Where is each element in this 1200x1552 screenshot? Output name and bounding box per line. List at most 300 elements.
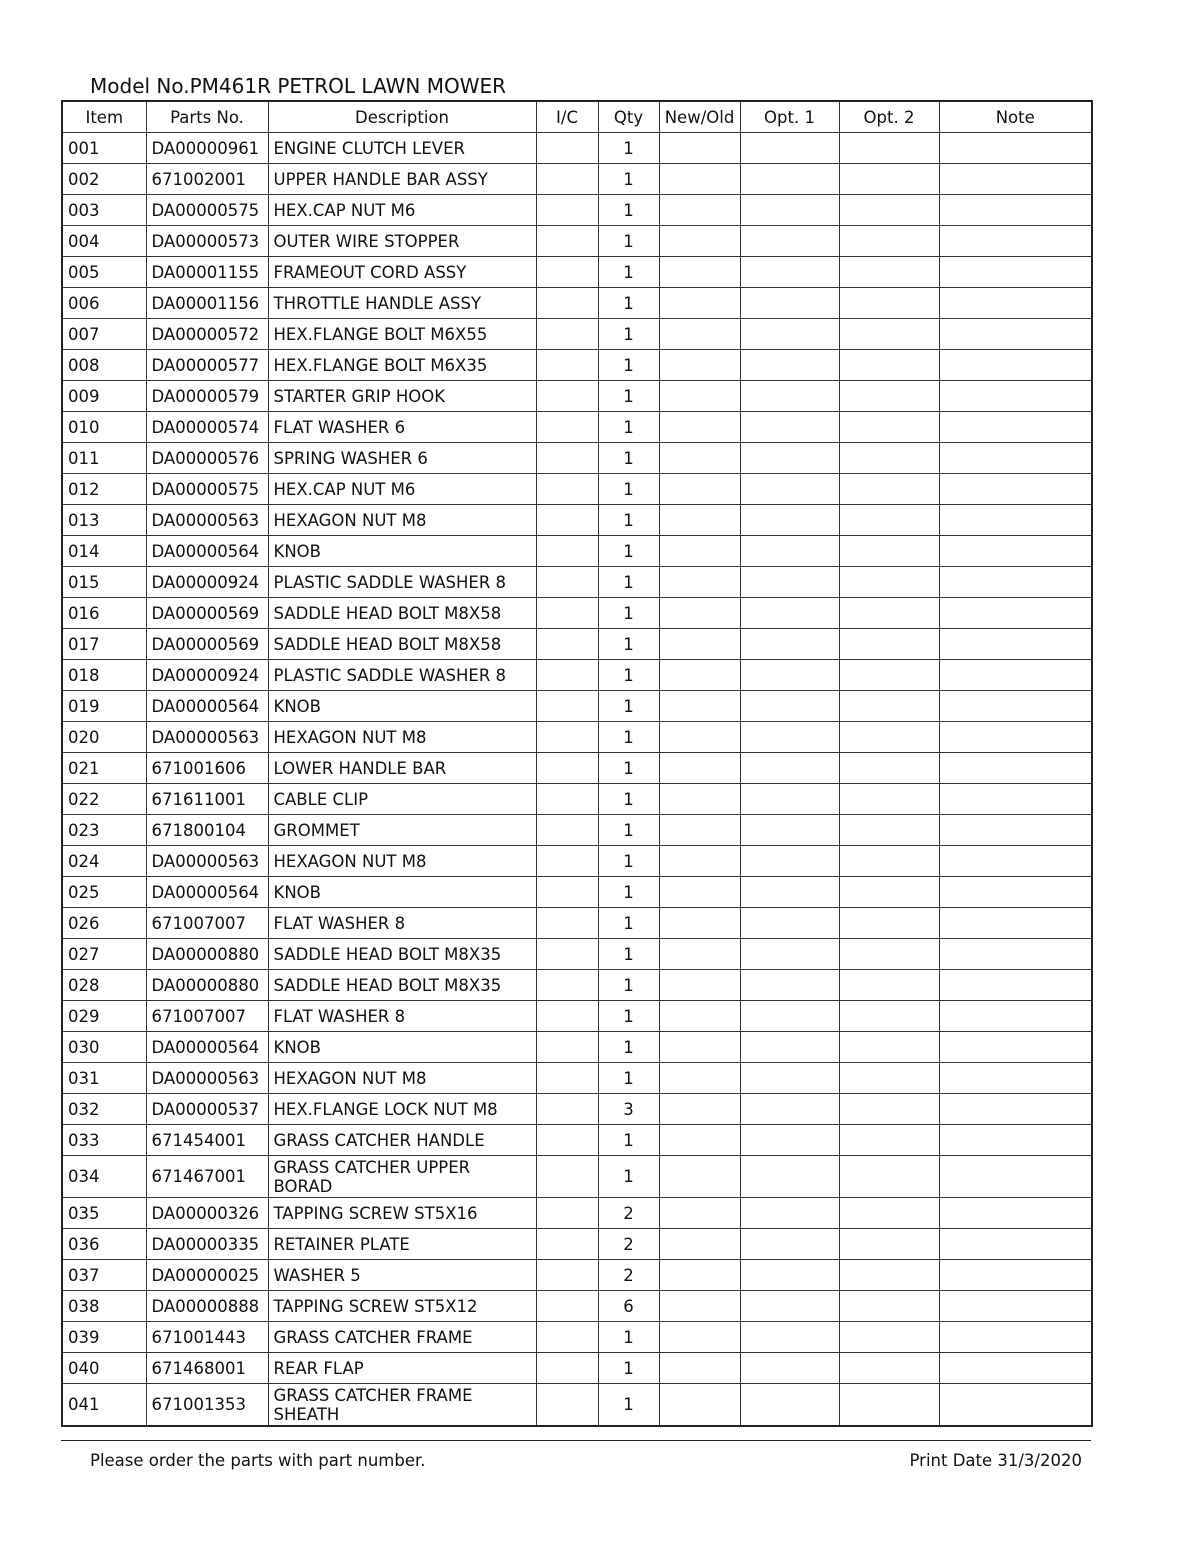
part-number-cell: DA00000564 (146, 536, 268, 567)
opt-1-cell (740, 908, 839, 939)
table-row (62, 443, 1092, 474)
part-number-cell: 671467001 (146, 1156, 268, 1198)
qty-cell: 1 (598, 691, 659, 722)
qty-cell: 1 (598, 226, 659, 257)
part-number-cell: 671800104 (146, 815, 268, 846)
part-number-cell: DA00000537 (146, 1094, 268, 1125)
opt-2-cell (839, 164, 939, 195)
part-number-cell: DA00000563 (146, 846, 268, 877)
item-cell: 034 (62, 1156, 146, 1198)
note-cell (939, 319, 1092, 350)
table-row (62, 722, 1092, 753)
ic-cell (536, 1229, 598, 1260)
opt-1-cell (740, 1032, 839, 1063)
table-row (62, 350, 1092, 381)
new-old-cell (659, 536, 740, 567)
note-cell (939, 660, 1092, 691)
qty-cell: 1 (598, 598, 659, 629)
table-row (62, 567, 1092, 598)
footer-divider (61, 1440, 1091, 1441)
qty-cell: 1 (598, 1353, 659, 1384)
qty-cell: 1 (598, 1156, 659, 1198)
opt-2-cell (839, 536, 939, 567)
opt-1-cell (740, 1198, 839, 1229)
note-cell (939, 877, 1092, 908)
item-cell: 036 (62, 1229, 146, 1260)
item-cell: 003 (62, 195, 146, 226)
column-header-note: Note (939, 101, 1092, 133)
new-old-cell (659, 288, 740, 319)
part-number-cell: DA00000335 (146, 1229, 268, 1260)
table-row (62, 1032, 1092, 1063)
description-cell: HEX.CAP NUT M6 (268, 474, 536, 505)
ic-cell (536, 1063, 598, 1094)
table-row (62, 1001, 1092, 1032)
qty-cell: 1 (598, 319, 659, 350)
item-cell: 041 (62, 1384, 146, 1427)
opt-1-cell (740, 164, 839, 195)
part-number-cell: DA00000572 (146, 319, 268, 350)
opt-2-cell (839, 660, 939, 691)
part-number-cell: DA00000924 (146, 567, 268, 598)
qty-cell: 1 (598, 195, 659, 226)
item-cell: 017 (62, 629, 146, 660)
item-cell: 035 (62, 1198, 146, 1229)
opt-1-cell (740, 660, 839, 691)
ic-cell (536, 443, 598, 474)
page-title: Model No.PM461R PETROL LAWN MOWER (90, 74, 506, 98)
opt-2-cell (839, 722, 939, 753)
opt-2-cell (839, 381, 939, 412)
part-number-cell: DA00000577 (146, 350, 268, 381)
opt-1-cell (740, 288, 839, 319)
description-cell: THROTTLE HANDLE ASSY (268, 288, 536, 319)
part-number-cell: 671001606 (146, 753, 268, 784)
ic-cell (536, 133, 598, 164)
part-number-cell: DA00000924 (146, 660, 268, 691)
part-number-cell: DA00000569 (146, 629, 268, 660)
opt-1-cell (740, 970, 839, 1001)
item-cell: 025 (62, 877, 146, 908)
part-number-cell: 671007007 (146, 908, 268, 939)
ic-cell (536, 939, 598, 970)
qty-cell: 1 (598, 350, 659, 381)
qty-cell: 1 (598, 164, 659, 195)
table-row (62, 226, 1092, 257)
opt-1-cell (740, 815, 839, 846)
qty-cell: 1 (598, 443, 659, 474)
description-cell: KNOB (268, 877, 536, 908)
qty-cell: 1 (598, 660, 659, 691)
description-cell: SADDLE HEAD BOLT M8X35 (268, 970, 536, 1001)
opt-1-cell (740, 784, 839, 815)
new-old-cell (659, 1260, 740, 1291)
table-row (62, 1229, 1092, 1260)
ic-cell (536, 753, 598, 784)
ic-cell (536, 598, 598, 629)
new-old-cell (659, 1384, 740, 1427)
new-old-cell (659, 257, 740, 288)
part-number-cell: DA00000569 (146, 598, 268, 629)
ic-cell (536, 1322, 598, 1353)
ic-cell (536, 908, 598, 939)
item-cell: 037 (62, 1260, 146, 1291)
opt-2-cell (839, 908, 939, 939)
note-cell (939, 1063, 1092, 1094)
new-old-cell (659, 133, 740, 164)
item-cell: 018 (62, 660, 146, 691)
item-cell: 008 (62, 350, 146, 381)
opt-2-cell (839, 257, 939, 288)
description-cell: STARTER GRIP HOOK (268, 381, 536, 412)
item-cell: 023 (62, 815, 146, 846)
table-body (62, 133, 1092, 1427)
table-row (62, 877, 1092, 908)
opt-2-cell (839, 474, 939, 505)
part-number-cell: DA00000888 (146, 1291, 268, 1322)
opt-1-cell (740, 536, 839, 567)
opt-1-cell (740, 1384, 839, 1427)
description-cell: GRASS CATCHER FRAME SHEATH (268, 1384, 536, 1427)
new-old-cell (659, 319, 740, 350)
note-cell (939, 1260, 1092, 1291)
description-cell: RETAINER PLATE (268, 1229, 536, 1260)
note-cell (939, 1291, 1092, 1322)
qty-cell: 1 (598, 908, 659, 939)
item-cell: 004 (62, 226, 146, 257)
part-number-cell: DA00001155 (146, 257, 268, 288)
opt-2-cell (839, 1001, 939, 1032)
ic-cell (536, 970, 598, 1001)
opt-2-cell (839, 1094, 939, 1125)
column-header-description: Description (268, 101, 536, 133)
new-old-cell (659, 908, 740, 939)
opt-2-cell (839, 1291, 939, 1322)
opt-1-cell (740, 474, 839, 505)
ic-cell (536, 1384, 598, 1427)
qty-cell: 1 (598, 505, 659, 536)
description-cell: KNOB (268, 691, 536, 722)
qty-cell: 1 (598, 1384, 659, 1427)
ic-cell (536, 1032, 598, 1063)
opt-1-cell (740, 319, 839, 350)
part-number-cell: DA00000573 (146, 226, 268, 257)
note-cell (939, 443, 1092, 474)
ic-cell (536, 226, 598, 257)
opt-1-cell (740, 567, 839, 598)
part-number-cell: DA00000564 (146, 1032, 268, 1063)
opt-2-cell (839, 629, 939, 660)
ic-cell (536, 815, 598, 846)
description-cell: ENGINE CLUTCH LEVER (268, 133, 536, 164)
ic-cell (536, 784, 598, 815)
opt-1-cell (740, 1063, 839, 1094)
opt-2-cell (839, 288, 939, 319)
new-old-cell (659, 1353, 740, 1384)
ic-cell (536, 1125, 598, 1156)
description-cell: FLAT WASHER 8 (268, 1001, 536, 1032)
column-header-opt-1: Opt. 1 (740, 101, 839, 133)
table-row (62, 1156, 1092, 1198)
description-cell: GRASS CATCHER UPPER BORAD (268, 1156, 536, 1198)
opt-1-cell (740, 1094, 839, 1125)
item-cell: 027 (62, 939, 146, 970)
note-cell (939, 1094, 1092, 1125)
description-cell: REAR FLAP (268, 1353, 536, 1384)
qty-cell: 3 (598, 1094, 659, 1125)
description-cell: HEX.FLANGE LOCK NUT M8 (268, 1094, 536, 1125)
item-cell: 005 (62, 257, 146, 288)
opt-1-cell (740, 629, 839, 660)
note-cell (939, 846, 1092, 877)
note-cell (939, 474, 1092, 505)
table-row (62, 784, 1092, 815)
note-cell (939, 970, 1092, 1001)
opt-2-cell (839, 350, 939, 381)
qty-cell: 1 (598, 939, 659, 970)
column-header-ic: I/C (536, 101, 598, 133)
new-old-cell (659, 753, 740, 784)
opt-2-cell (839, 784, 939, 815)
note-cell (939, 815, 1092, 846)
qty-cell: 1 (598, 567, 659, 598)
item-cell: 026 (62, 908, 146, 939)
opt-2-cell (839, 195, 939, 226)
opt-2-cell (839, 226, 939, 257)
note-cell (939, 195, 1092, 226)
qty-cell: 1 (598, 381, 659, 412)
description-cell: SADDLE HEAD BOLT M8X58 (268, 629, 536, 660)
opt-2-cell (839, 691, 939, 722)
ic-cell (536, 1260, 598, 1291)
qty-cell: 1 (598, 722, 659, 753)
description-cell: HEX.CAP NUT M6 (268, 195, 536, 226)
opt-2-cell (839, 970, 939, 1001)
table-row (62, 1291, 1092, 1322)
description-cell: LOWER HANDLE BAR (268, 753, 536, 784)
opt-1-cell (740, 443, 839, 474)
note-cell (939, 939, 1092, 970)
opt-1-cell (740, 381, 839, 412)
note-cell (939, 784, 1092, 815)
item-cell: 040 (62, 1353, 146, 1384)
opt-2-cell (839, 1229, 939, 1260)
part-number-cell: 671611001 (146, 784, 268, 815)
table-row (62, 474, 1092, 505)
qty-cell: 2 (598, 1198, 659, 1229)
item-cell: 028 (62, 970, 146, 1001)
new-old-cell (659, 443, 740, 474)
note-cell (939, 1384, 1092, 1427)
new-old-cell (659, 1291, 740, 1322)
description-cell: TAPPING SCREW ST5X12 (268, 1291, 536, 1322)
table-row (62, 133, 1092, 164)
table-row (62, 939, 1092, 970)
ic-cell (536, 164, 598, 195)
part-number-cell: DA00000564 (146, 691, 268, 722)
description-cell: SPRING WASHER 6 (268, 443, 536, 474)
table-row (62, 753, 1092, 784)
table-row (62, 164, 1092, 195)
opt-1-cell (740, 1001, 839, 1032)
opt-1-cell (740, 877, 839, 908)
qty-cell: 1 (598, 784, 659, 815)
opt-1-cell (740, 1291, 839, 1322)
opt-2-cell (839, 319, 939, 350)
description-cell: KNOB (268, 536, 536, 567)
ic-cell (536, 1094, 598, 1125)
qty-cell: 1 (598, 970, 659, 1001)
table-row (62, 629, 1092, 660)
opt-1-cell (740, 1229, 839, 1260)
qty-cell: 1 (598, 536, 659, 567)
opt-2-cell (839, 1322, 939, 1353)
ic-cell (536, 412, 598, 443)
ic-cell (536, 257, 598, 288)
ic-cell (536, 319, 598, 350)
new-old-cell (659, 195, 740, 226)
part-number-cell: DA00000579 (146, 381, 268, 412)
new-old-cell (659, 1156, 740, 1198)
new-old-cell (659, 598, 740, 629)
item-cell: 033 (62, 1125, 146, 1156)
table-row (62, 660, 1092, 691)
new-old-cell (659, 846, 740, 877)
new-old-cell (659, 970, 740, 1001)
new-old-cell (659, 1198, 740, 1229)
item-cell: 031 (62, 1063, 146, 1094)
note-cell (939, 350, 1092, 381)
description-cell: FRAMEOUT CORD ASSY (268, 257, 536, 288)
opt-1-cell (740, 1353, 839, 1384)
part-number-cell: DA00000961 (146, 133, 268, 164)
table-row (62, 970, 1092, 1001)
note-cell (939, 164, 1092, 195)
description-cell: HEXAGON NUT M8 (268, 505, 536, 536)
note-cell (939, 1032, 1092, 1063)
qty-cell: 1 (598, 412, 659, 443)
qty-cell: 1 (598, 1322, 659, 1353)
table-row (62, 536, 1092, 567)
opt-2-cell (839, 1384, 939, 1427)
new-old-cell (659, 939, 740, 970)
opt-1-cell (740, 722, 839, 753)
new-old-cell (659, 691, 740, 722)
ic-cell (536, 722, 598, 753)
opt-1-cell (740, 691, 839, 722)
qty-cell: 1 (598, 1032, 659, 1063)
opt-1-cell (740, 1322, 839, 1353)
part-number-cell: DA00000563 (146, 722, 268, 753)
part-number-cell: DA00000880 (146, 939, 268, 970)
item-cell: 038 (62, 1291, 146, 1322)
description-cell: CABLE CLIP (268, 784, 536, 815)
ic-cell (536, 350, 598, 381)
table-row (62, 815, 1092, 846)
new-old-cell (659, 350, 740, 381)
qty-cell: 1 (598, 1001, 659, 1032)
ic-cell (536, 381, 598, 412)
new-old-cell (659, 815, 740, 846)
part-number-cell: 671454001 (146, 1125, 268, 1156)
item-cell: 024 (62, 846, 146, 877)
note-cell (939, 1322, 1092, 1353)
new-old-cell (659, 629, 740, 660)
note-cell (939, 753, 1092, 784)
note-cell (939, 598, 1092, 629)
table-row (62, 257, 1092, 288)
item-cell: 029 (62, 1001, 146, 1032)
note-cell (939, 567, 1092, 598)
qty-cell: 1 (598, 877, 659, 908)
note-cell (939, 722, 1092, 753)
table-row (62, 908, 1092, 939)
ic-cell (536, 195, 598, 226)
qty-cell: 1 (598, 629, 659, 660)
opt-1-cell (740, 257, 839, 288)
item-cell: 039 (62, 1322, 146, 1353)
description-cell: WASHER 5 (268, 1260, 536, 1291)
new-old-cell (659, 877, 740, 908)
description-cell: PLASTIC SADDLE WASHER 8 (268, 567, 536, 598)
table-row (62, 1063, 1092, 1094)
opt-2-cell (839, 598, 939, 629)
description-cell: PLASTIC SADDLE WASHER 8 (268, 660, 536, 691)
new-old-cell (659, 226, 740, 257)
opt-1-cell (740, 195, 839, 226)
new-old-cell (659, 164, 740, 195)
ic-cell (536, 846, 598, 877)
item-cell: 013 (62, 505, 146, 536)
ic-cell (536, 474, 598, 505)
new-old-cell (659, 1322, 740, 1353)
ic-cell (536, 536, 598, 567)
item-cell: 030 (62, 1032, 146, 1063)
note-cell (939, 133, 1092, 164)
column-header-qty: Qty (598, 101, 659, 133)
new-old-cell (659, 567, 740, 598)
new-old-cell (659, 1094, 740, 1125)
description-cell: SADDLE HEAD BOLT M8X58 (268, 598, 536, 629)
new-old-cell (659, 381, 740, 412)
ic-cell (536, 288, 598, 319)
note-cell (939, 1001, 1092, 1032)
new-old-cell (659, 505, 740, 536)
opt-1-cell (740, 1125, 839, 1156)
opt-1-cell (740, 1260, 839, 1291)
qty-cell: 1 (598, 815, 659, 846)
opt-2-cell (839, 1260, 939, 1291)
item-cell: 001 (62, 133, 146, 164)
ic-cell (536, 1001, 598, 1032)
opt-1-cell (740, 753, 839, 784)
part-number-cell: DA00000564 (146, 877, 268, 908)
table-row (62, 1125, 1092, 1156)
item-cell: 007 (62, 319, 146, 350)
note-cell (939, 536, 1092, 567)
opt-2-cell (839, 939, 939, 970)
opt-1-cell (740, 846, 839, 877)
table-row (62, 691, 1092, 722)
ic-cell (536, 877, 598, 908)
qty-cell: 1 (598, 846, 659, 877)
part-number-cell: DA00000576 (146, 443, 268, 474)
item-cell: 021 (62, 753, 146, 784)
part-number-cell: DA00000574 (146, 412, 268, 443)
parts-table (61, 100, 1093, 1427)
ic-cell (536, 629, 598, 660)
column-header-item: Item (62, 101, 146, 133)
